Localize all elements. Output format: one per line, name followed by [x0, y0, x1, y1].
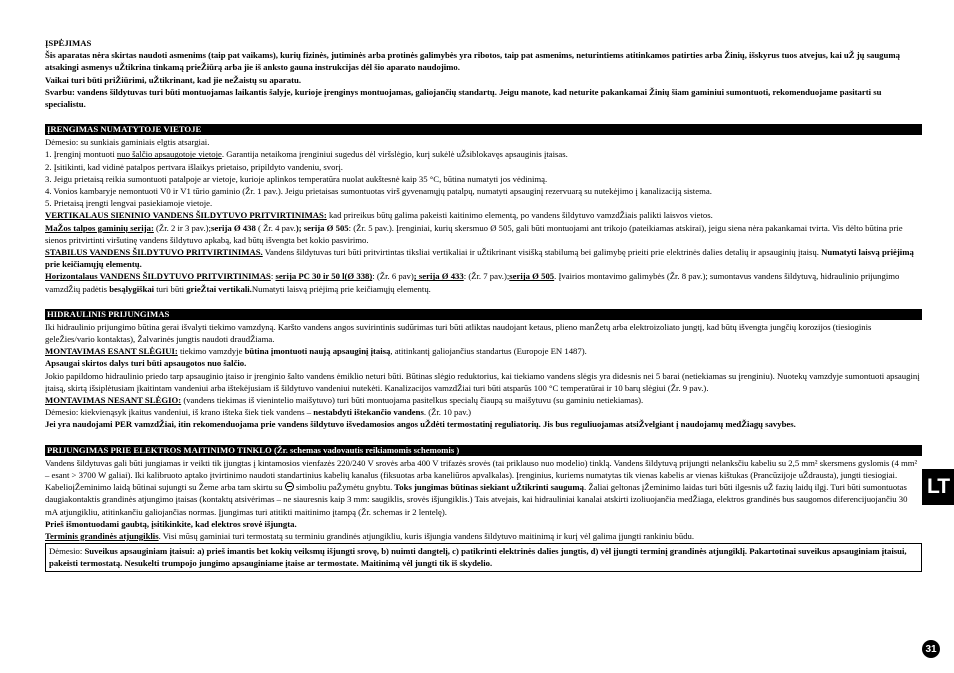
install-item-3: 3. Jeigu prietaisą reikia sumontuoti patalpoje ar vietoje, kurioje aplinkos temperatūra nuolat aukštesnė kaip 35 °C, būtina numatyti jos vėdinimą.: [45, 173, 548, 184]
small-capacity-series: MaŽos talpos gaminių serija: (Žr. 2 ir 3 pav.);serija Ø 438 ( Žr. 4 pav.); serija Ø 505: (Žr. 5 pav.). Įrenginiai, kurių skersmuo Ø 505, gali būti montuojami ant trikojo (pateikiamas atskirai), jeigu siena nėra pakankamai tvirta. Vis dėlto būtina prie sienos pritvirtinti viršutinę vandens šildytuvo apkabą, kad būtų išvengta bet kokio pasvirimo.: [45, 222, 903, 245]
warning-paragraph: Šis aparatas nėra skirtas naudoti asmenims (taip pat vaikams), kurių fizinės, jutiminės arba protinės galimybės yra ribotos, taip pat asmenims, neturintiems atitinkamos patirties arba Žinių, išskyrus tuos atvejus, kai uŽ jų saugumą atsakingi asmenys uŽtikrina tinkamą prieŽiūrą arba jie iš anksto gauna instrukcijas dėl šio aparato naudojimo.: [45, 50, 900, 73]
language-tab: LT: [922, 469, 954, 505]
safety-attention-text: Dėmesio: Suveikus apsauginiam įtaisui: a) prieš imantis bet kokių veiksmų išjungti srovę, b) nuimti dangtelį, c) patikrinti elektrinės dalies jungtis, d) vėl įjungti terminį grandinės atjungiklį. Pakartotinai suveikus apsauginiam įtaisui, pakeisti termostatą. Nesukelti trumpojo jungimo apsauginiame įtaise ar termostate. Maitinimą vėl jungti tik iš skydelio.: [49, 546, 907, 569]
install-item-1: 1. Įrenginį montuoti nuo šalčio apsaugotoje vietoje. Garantija netaikoma įrenginiui sugedus dėl viršslėgio, kurį sukėlė uŽsiblokavęs apsauginis įtaisas.: [45, 149, 568, 160]
thermal-cutout: Terminis grandinės atjungiklis. Visi mūsų gaminiai turi termostatą su terminiu grandinės atjungikliu, kuris išjungia vandens šildytuvo maitinimą ir kurį vėl galima įjungti rankiniu būdu.: [45, 530, 695, 541]
horizontal-mounting: Horizontalaus VANDENS ŠILDYTUVO PRITVIRTINIMAS: serija PC 30 ir 50 l(Ø 338): (Žr. 6 pav); serija Ø 433: (Žr. 7 pav.);serija Ø 505. Įvairios montavimo galimybės (Žr. 8 pav.); sumontavus vandens šildytuvą, hidraulinio prijungimo vamzdŽių padėtis besąlygiškai turi būti grieŽtai vertikali.Numatyti laisvą priėjimą prie keičiamųjų elementų.: [45, 271, 900, 294]
hydraulic-intro: Iki hidraulinio prijungimo būtina gerai išvalyti tiekimo vamzdyną. Karšto vandens angos suvirintinis sudūrimas turi būti atliktas naudojant ketaus, plieno manŽetų arba elektroizoliato jungtį, kad būtų išvengta jungčių korozijos (tiesioginis geleŽies/vario kontaktas), Žalvarinės jungtis naudoti draudŽiama.: [45, 321, 872, 345]
mounting-under-pressure: MONTAVIMAS ESANT SLĖGIUI: tiekimo vamzdyje būtina įmontuoti naują apsauginį įtaisą, atitinkantį galiojančius standartus (Europoje EN 1487).: [45, 346, 587, 357]
install-item-2: 2. Įsitikinti, kad vidinė patalpos pertvara išlaikys prietaiso, pripildyto vandeniu, svorį.: [45, 161, 343, 172]
electrical-paragraph: Vandens šildytuvas gali būti jungiamas ir veikti tik įjungtas į kintamosios vienfazės 220/240 V srovės arba 400 V trifazės srovės (tai priklauso nuo modelio) tinklą. Vandens šildytuvą prijungti nelanksčiu kabeliu su 2,5 mm² skersmens gyslomis (4 mm² – esant > 3700 W galiai). Iki kalibruoto aptako įtvirtinimo naudoti standartinius kabelių kanalus (fiksuotas arba kaneliūros apvalkalas). Įrenginius, kuriems numatytas tik vienas kabelis ar vienas kištukas (Prancūzijoje uŽdrausta), jungti tiesiogiai. KabelioįŽeminimo laidą būtinai sujungti su Žeme arba tam skirtu su simboliu paŽymėtu gnybtu. Toks jungimas būtinas siekiant uŽtikrinti saugumą. Žaliai geltonas įŽeminimo laidas turi būti ilgesnis uŽ fazių laidų ilgį. Turi būti sumontuotas daugiakontaktis grandinės atjungimo įtaisas (kontaktų atsivėrimas – ne siauresnis kaip 3 mm: saugiklis, srovės išjungiklis.) Tais atvejais, kai hidrauliniai kanalai atskirti izoliuojančia medŽiaga, elektros grandinės bus saugomos diferencijuojančiu 30 mA atjungikliu, atitinkančiu galiojančias normas. Įjungimas turi atitikti maitinimo įtampą (Žr. schemas ir 2 lentelę).: [45, 457, 918, 517]
section-header-hydraulic: HIDRAULINIS PRIJUNGIMAS: [45, 309, 922, 320]
vertical-mounting: VERTIKALAUS SIENINIO VANDENS ŠILDYTUVO PRITVIRTINIMAS: kad prireikus būtų galima pakeisti kaitinimo elementą, po vandens šildytuvo vamzdŽiais palikti laisvos vietos.: [45, 210, 713, 221]
section-header-electrical: PRIJUNGIMAS PRIE ELEKTROS MAITINIMO TINKLO (Žr. schemas vadovautis reikiamomis schemomis ): [45, 445, 922, 456]
warning-children: Vaikai turi būti priŽiūrimi, uŽtikrinant, kad jie neŽaistų su aparatu.: [45, 74, 302, 85]
install-item-5: 5. Prietaisą įrengti lengvai pasiekiamoje vietoje.: [45, 198, 213, 209]
per-pipes-note: Jei yra naudojami PER vamzdŽiai, itin rekomenduojama prie vandens šildytuvo išvedamosios angos uŽdėti termostatinį reguliatorių. Jis bus reguliuojamas atsiŽvelgiant į naudojamų medŽiagų savybes.: [45, 419, 796, 430]
install-intro: Dėmesio: su sunkiais gaminiais elgtis atsargiai.: [45, 137, 210, 148]
pressure-reducer: Jokio papildomo hidraulinio priedo tarp apsauginio įtaiso ir įrenginio šalto vandens ėmiklio neturi būti. Būtinas slėgio reduktorius, kai tiekiamo vandens slėgis yra didesnis nei 5 barai (netiekiamas su įrenginiu). Nuotekų vamzdyje sumontuoti apsauginį įtaisą, skirtą išsiplėtusiam įkaitintam vandeniui arba ištekėjusiam iš šildytuvo vandeniui nutekėti. Kanalizacijos vamzdŽiai turi būti atsparūs 100 °C temperatūrai ir 10 barų slėgiui (Žr. 9 pav.).: [45, 370, 920, 393]
section-header-install: ĮRENGIMAS NUMATYTOJE VIETOJE: [45, 124, 922, 135]
power-off-warning: Prieš išmontuodami gaubtą, įsitikinkite, kad elektros srovė išjungta.: [45, 518, 297, 529]
earth-ground-icon: [285, 482, 294, 491]
water-drip-attention: Dėmesio: kiekvienąsyk įkaitus vandeniui, iš krano išteka šiek tiek vandens – nestabdyti ištekančio vandens. (Žr. 10 pav.): [45, 407, 472, 418]
install-item-4: 4. Vonios kambaryje nemontuoti V0 ir V1 tūrio gaminio (Žr. 1 pav.). Jeigu prietaisas sumontuotas virš gyvenamųjų patalpų, numatyti apsauginį rezervuarą su nutekėjimo į kanalizaciją sistema.: [45, 186, 712, 197]
safety-attention-box: [45, 543, 922, 571]
warning-title: ĮSPĖJIMAS: [45, 38, 92, 48]
page-number: 31: [922, 640, 940, 658]
frost-protection: Apsaugai skirtos dalys turi būti apsaugotos nuo šalčio.: [45, 358, 247, 369]
mounting-without-pressure: MONTAVIMAS NESANT SLĖGIO: (vandens tiekimas iš vienintelio maišytuvo) turi būti montuojama pasitelkus specialų čiaupą su maišytuvu (su gaminiu netiekiamas).: [45, 395, 644, 406]
stable-mounting: STABILUS VANDENS ŠILDYTUVO PRITVIRTINIMAS. Vandens šildytuvas turi būti pritvirtintas tiksliai vertikaliai ir uŽtikrinant visišką stabilumą bei galimybę prieiti prie elektrinės dalies detalių ir apsauginių įtaisų. Numatyti laisvą priėjimą prie keičiamųjų elementų.: [45, 247, 914, 270]
warning-important: Svarbu: vandens šildytuvas turi būti montuojamas laikantis šalyje, kurioje įrenginys montuojamas, galiojančių standartų. Jeigu manote, kad neturite pakankamai Žinių šiam gaminiui sumontuoti, rekomenduojame pasitarti su specialistu.: [45, 86, 882, 110]
manual-content: [45, 37, 922, 572]
